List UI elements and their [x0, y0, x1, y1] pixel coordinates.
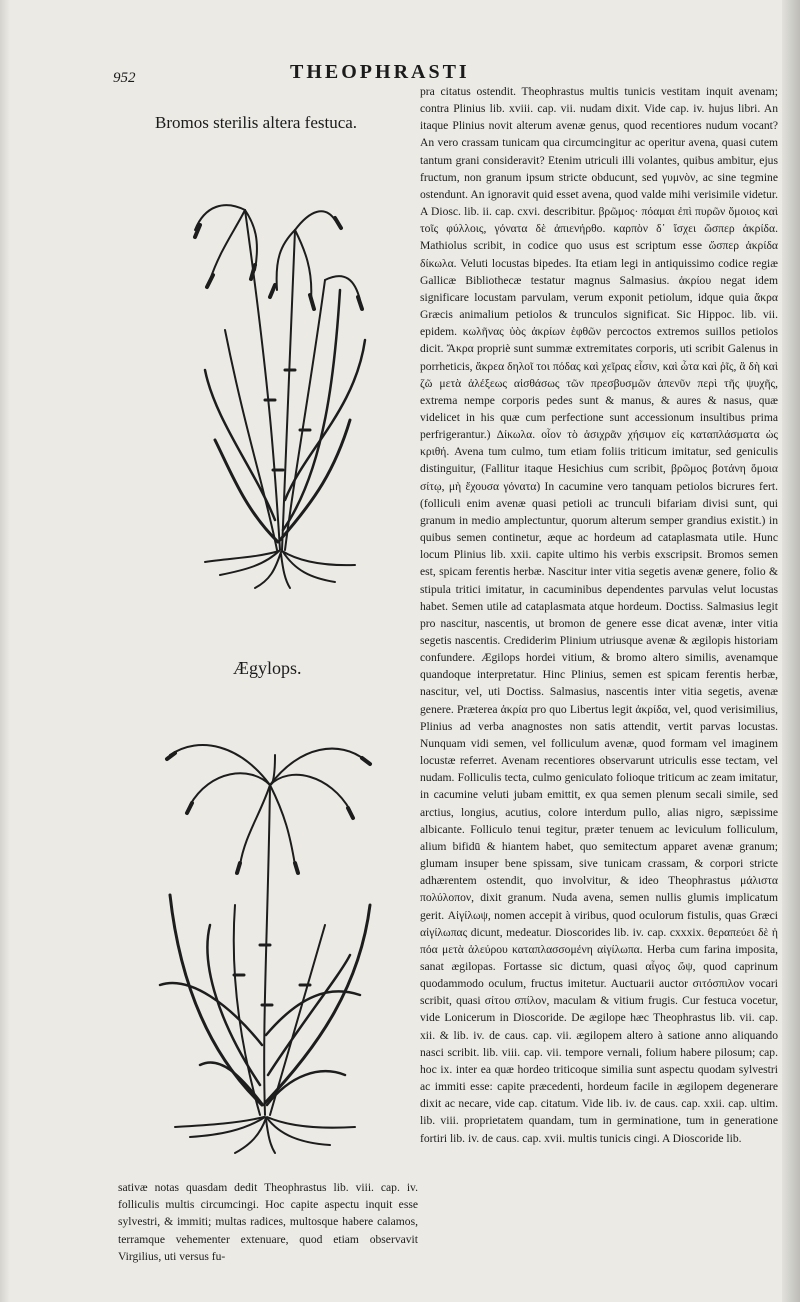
bottom-left-text: sativæ notas quasdam dedit Theophrastus lib. viii. cap. iv. folliculis multis circumcingi. Hoc capite aspectu inquit esse sylvestri, & immiti; multas radices, multosque habere calamos, terramque vehementer extenuare, quod etiam observavit Virgilius, uti versus fu-: [118, 1181, 418, 1263]
page-edge-shadow: [782, 0, 800, 1302]
running-head: THEOPHRASTI: [290, 61, 470, 83]
page-number: 952: [113, 70, 136, 86]
figure-caption-aegylops: Ægylops.: [233, 658, 302, 678]
figure-caption-bromos: Bromos sterilis altera festuca.: [155, 113, 358, 132]
page-gutter-shadow: [0, 0, 10, 1302]
right-column-text: pra citatus ostendit. Theophrastus multis tunicis vestitam inquit avenam; contra Plinius lib. xviii. cap. vii. nudam dixit. Vide cap. iv. hujus libri. An itaque Plinius novit alterum avenæ genus, quod recentiores nudum vocant? An vero crassam tunicam qua circumcingitur ac operitur avena, quasi cutem tantum grani consideravit? Etenim utriculi illi volantes, quibus ambitur, ejus fructum, non granum ipsum stricte obducunt, sed γυμνὸν, ac sine tegmine ostendunt. An ignoravit quid esset avena, quod valde mihi verisimile videtur. A Diosc. lib. ii. cap. cxvi. describitur. βρῶμος· πόαμαι ἐπὶ πυρῶν ὅμοιος καὶ τοῖς φύλλοις, γόνατα δὲ ἀπιενήρθο. καρπὸν δ᾽ ἴσχει ὥσπερ ἀκρίδα. Mathiolus scribit, in codice quo usus est scriptum esse ὥσπερ ἀκρίδα δίκωλα. Veluti locustas bipedes. Ita etiam legi in antiquissimo codice regiæ Gallicæ Bibliothecæ testatur magnus Salmasius. ἀκρίου negat idem significare locustam parvulam, verum exponit petiolum, idque quia ἄκρα Græcis animalium petiolos & trunculos significat. Sic Hippoc. lib. vii. epidem. κωλῆνας ὑὸς ἀκρίων ἑφθῶν percoctos extremos suillos petiolos dicit. Ἄκρα propriè sunt summæ extremitates corporis, uti scribit Galenus in porrheticis, ἄκρεα δηλοῖ τοι πόδας καὶ χεῖρας εἶσιν, καὶ ὦτα καὶ ῥῖς, ἃ δὴ καὶ ζῶ μετὰ ἀλέξεως αἰσθάσως τῶν πρεσβυσμῶν ἀπενῦν περὶ τῆς ψυχῆς, extrema nempe corporis pedes sunt & manus, & aures & nasus, quæ videlicet in his quæ cum perfectione sunt accessionum insultibus prima perfrigerantur.) Δίκωλα. οἷον τὸ ἀσιχρᾶν χήσιμον εἰς καταπλάσματα ὡς κριθή. Avena tum culmo, tum etiam foliis triticum imitatur, sed geniculis distinguitur, (Fallitur itaque Hesichius cum scribit, βρῶμος βοτάνη ὅμοια σίτῳ, μὴ ἔχουσα γόνατα) In cacumine vero tanquam petiolos bicrures fert. (folliculi enim avenæ quasi petioli ac trunculi bifariam divisi sunt, qui granum in medio amplectuntur, quorum alterum semper grandius existit.) in quibus semen continetur, æque ac hordeum ad cataplasmata utile. Hunc locum Plinius lib. xxii. capite ultimo his verbis exscripsit. Bromos semen est, spicam ferentis herbæ. Nascitur inter vitia segetis avenæ genere, folio & stipula tritici imitatur, in cacuminibus dependentes parvulas velut locustas habet. Semen utile ad cataplasmata atque hordeum. Doctiss. Salmasius legit pro nascitur, nascentis, ut bromon de genere esse dicat avenæ, inter vitia segetis nascentis. Crediderim Plinium utriusque avenæ & ægilopis historiam confundere. Ægilops hordei vitium, & bromo altero similis, avenamque quandoque interpretatur. Hinc Plinius, semen est spicam ferentis herbæ, nascitur, vel, uti Doctiss. Salmasius, nascentis inter vitia segetis, avenæ genere. Præterea ἀκρία pro quo Libertus legit ἀκρίδα, vel, quod verisimilius, Plinius ad verba anagnostes non satis attendit, vertit parvas locustas. Nunquam vidi semen, vel folliculum avenæ, quod formam vel imaginem locustæ referret. Avenam recentiores observarunt utriculis esse tectam, vel nudam. Folliculis tecta, culmo geniculato folioque triticum ac zeam imitatur, in cacumine veluti jubam emittit, ex qua semen plenum secali simile, sed arctius, longius, acutius, colore interdum pullo, alias nigro, sæpissime albicante. Folliculo tenui tegitur, præter tenuem ac leviculum folliculum, alium bifidū & hiantem habet, quo semitectum apparet avenæ granum; glumam insuper bene spissam, sive tunicam crassam, & corpori stricte adhærentem ostendit, quo involvitur, & ideo Theophrastus μάλιστα πολύλοπον, dixit granum. Nuda avena, semen nullis glumis implicatum gerit. Αἰγίλωψ, nomen accepit à viribus, quod oculorum fistulis, quas Græci αἰγίλωπας dicunt, medeatur. Dioscorides lib. iv. cap. cxxxix. θεραπεύει δὲ ἡ πόα μετὰ ἀλεύρου καταπλασσομένη αἰγίλωπα. Herba cum farina imposita, sanat ægilopas. Fortasse sic dictum, quasi αἶγος ὤψ, quod caprinum quodammodo oculum, fructus imitetur. Auctuarii auctor σιτόσπιλον vocari scribit, quasi σίτου σπίλον, maculam & vitium frugis. Cur festuca vocetur, vide Lonicerum in Dioscoride. De ægilope hæc Theophrastus lib. vii. cap. xii. & lib. iv. de caus. cap. vii. ægilopem altero à satione anno aliquando nasci scribit. lib. viii. cap. vii. tempore vernali, folium habere pilosum; cap. hoc ix. inter ea quæ hordeo triticoque similia sunt aspectu quodam sylvestri ac immiti esse: capite præcedenti, hordeum facile in ægilopem degenerare dixit ac necare, vide cap. citatum. Vide lib. iv. de caus. cap. xxii. cap. ultim. lib. viii. proprietatem quandam, tum in germinatione, tum in generatione fortiri lib. iv. de caus. cap. xvii. multis tunicis cingi. A Dioscoride lib.: [420, 85, 778, 1145]
aegylops-plant-illustration: [150, 725, 380, 1155]
bromos-plant-illustration: [185, 170, 385, 590]
